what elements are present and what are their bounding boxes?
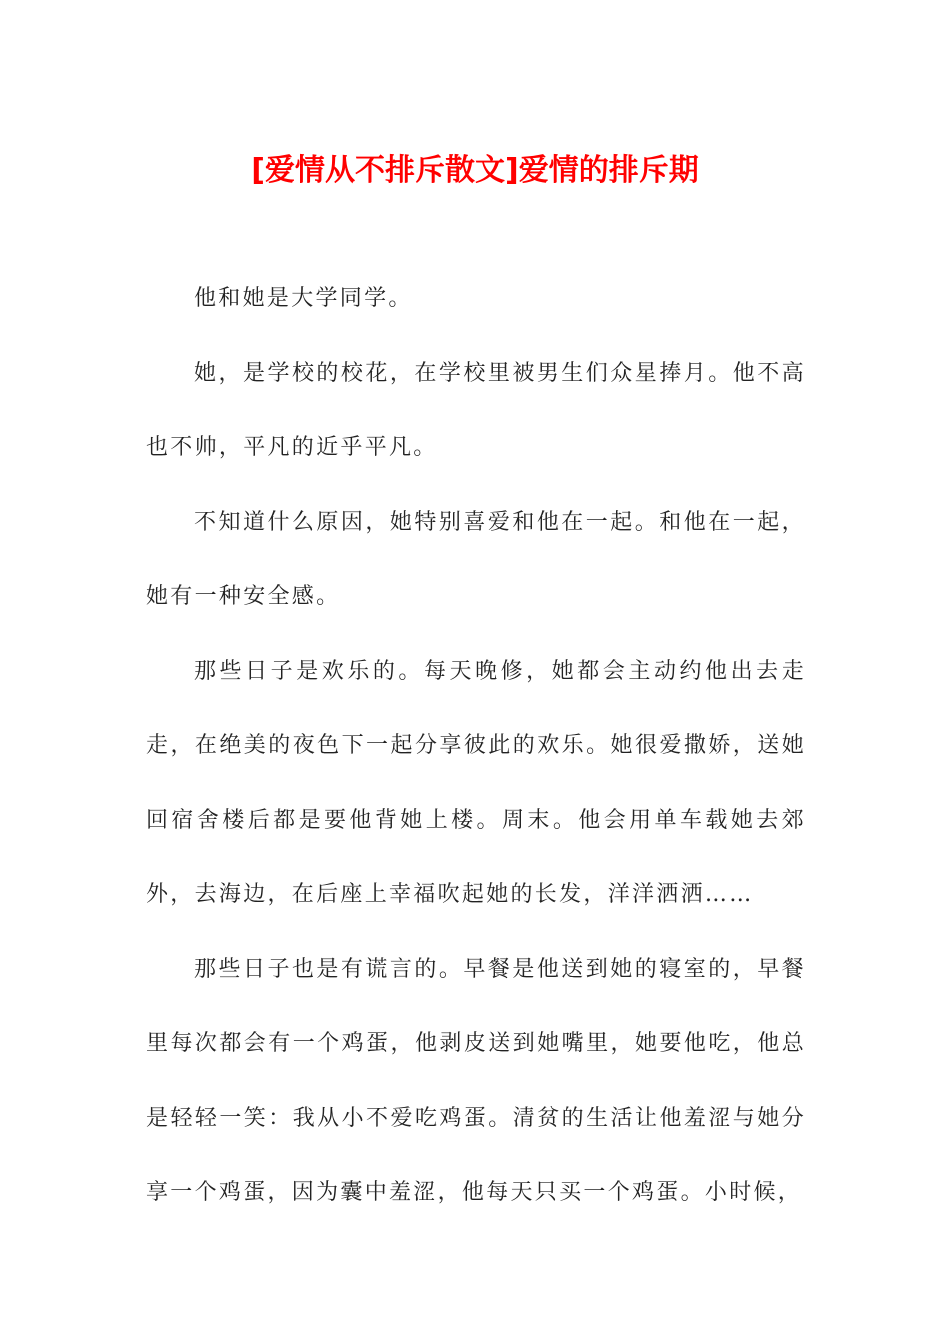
paragraph-5: 那些日子也是有谎言的。早餐是他送到她的寝室的，早餐里每次都会有一个鸡蛋，他剥皮送到她嘴里，她要他吃，他总是轻轻一笑：我从小不爱吃鸡蛋。清贫的生活让他羞涩与她分享一个鸡蛋，因为囊中羞涩，他每天只买一个鸡蛋。小时候， — [146, 956, 806, 1205]
paragraph-4: 那些日子是欢乐的。每天晚修，她都会主动约他出去走走，在绝美的夜色下一起分享彼此的欢乐。她很爱撒娇，送她回宿舍楼后都是要他背她上楼。周末。他会用单车载她去郊外，去海边，在后座上幸福吹起她的长发，洋洋洒洒…… — [146, 658, 806, 907]
article-body — [146, 262, 806, 1231]
page-title: [爱情从不排斥散文]爱情的排斥期 — [251, 153, 699, 188]
paragraph-1: 他和她是大学同学。 — [194, 286, 413, 311]
paragraph-3: 不知道什么原因，她特别喜爱和他在一起。和他在一起，她有一种安全感。 — [146, 509, 806, 609]
paragraph-2: 她，是学校的校花，在学校里被男生们众星捧月。他不高也不帅，平凡的近乎平凡。 — [146, 360, 806, 460]
